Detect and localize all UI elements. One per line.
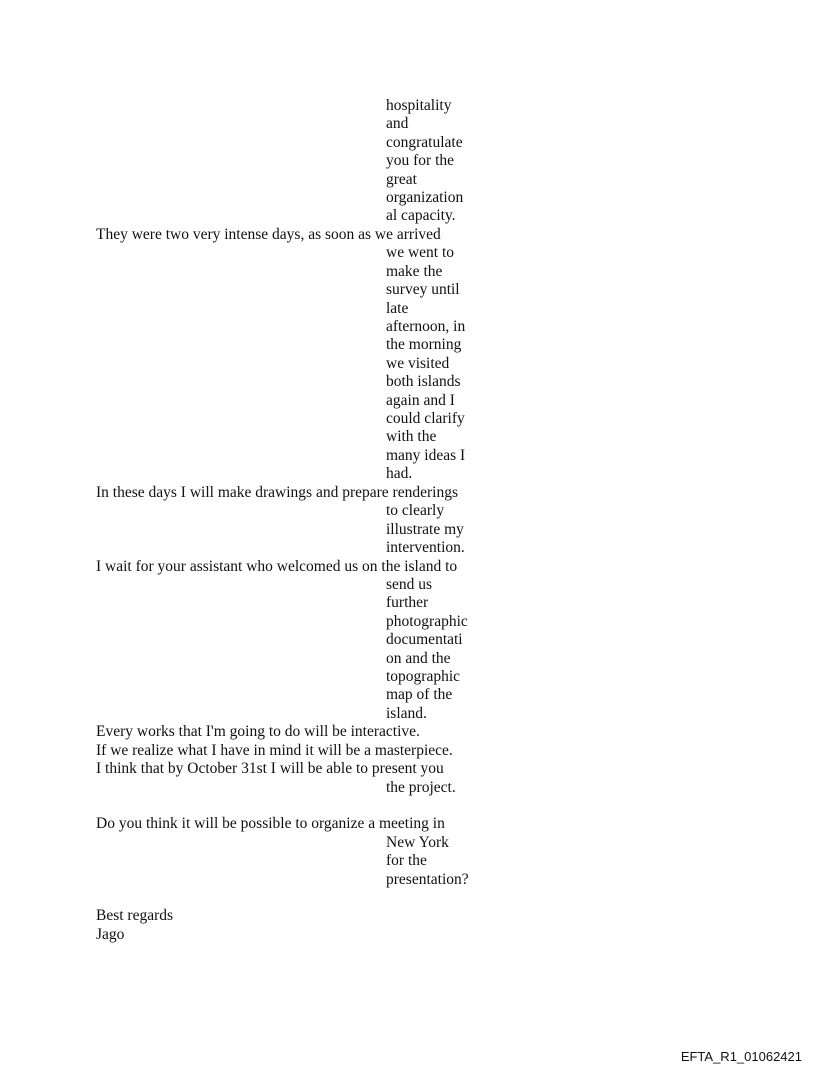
text-line: congratulate bbox=[386, 134, 463, 151]
text-line: Do you think it will be possible to organize a meeting in bbox=[96, 815, 445, 832]
text-line: make the bbox=[386, 263, 443, 280]
text-line: the morning bbox=[386, 336, 462, 353]
text-line: further bbox=[386, 594, 429, 611]
text-line: had. bbox=[386, 465, 413, 482]
text-line: the project. bbox=[386, 779, 456, 796]
signature-name: Jago bbox=[96, 926, 125, 943]
text-line: illustrate my bbox=[386, 521, 464, 538]
text-line: al capacity. bbox=[386, 207, 456, 224]
text-line: with the bbox=[386, 428, 437, 445]
text-line: map of the bbox=[386, 686, 453, 703]
text-line: They were two very intense days, as soon as we arrived bbox=[96, 226, 441, 243]
text-line: both islands bbox=[386, 373, 461, 390]
text-line: we visited bbox=[386, 355, 450, 372]
text-line: and bbox=[386, 115, 409, 132]
text-line: for the bbox=[386, 852, 427, 869]
text-line: could clarify bbox=[386, 410, 465, 427]
text-line: I wait for your assistant who welcomed us on the island to bbox=[96, 558, 458, 575]
text-line: documentati bbox=[386, 631, 463, 648]
text-line: New York bbox=[386, 834, 449, 851]
text-line: photographic bbox=[386, 613, 468, 630]
text-line: hospitality bbox=[386, 97, 452, 114]
text-line: we went to bbox=[386, 244, 455, 261]
text-line: presentation? bbox=[386, 871, 469, 888]
text-line: you for the bbox=[386, 152, 455, 169]
text-line: survey until bbox=[386, 281, 460, 298]
text-line: again and I bbox=[386, 392, 455, 409]
text-line: many ideas I bbox=[386, 447, 466, 464]
closing-line: Best regards bbox=[96, 907, 174, 924]
text-line: In these days I will make drawings and prepare renderings bbox=[96, 484, 458, 501]
text-line: send us bbox=[386, 576, 433, 593]
text-line: I think that by October 31st I will be able to present you bbox=[96, 760, 444, 777]
text-line: topographic bbox=[386, 668, 461, 685]
text-line: Every works that I'm going to do will be interactive. bbox=[96, 723, 420, 740]
text-line: If we realize what I have in mind it will be a masterpiece. bbox=[96, 742, 453, 759]
text-line: on and the bbox=[386, 650, 451, 667]
text-line: island. bbox=[386, 705, 427, 722]
text-line: afternoon, in bbox=[386, 318, 466, 335]
document-id: EFTA_R1_01062421 bbox=[680, 1049, 802, 1064]
text-line: intervention. bbox=[386, 539, 465, 556]
text-line: to clearly bbox=[386, 502, 445, 519]
text-line: organization bbox=[386, 189, 464, 206]
text-line: great bbox=[386, 171, 417, 188]
text-line: late bbox=[386, 300, 409, 317]
